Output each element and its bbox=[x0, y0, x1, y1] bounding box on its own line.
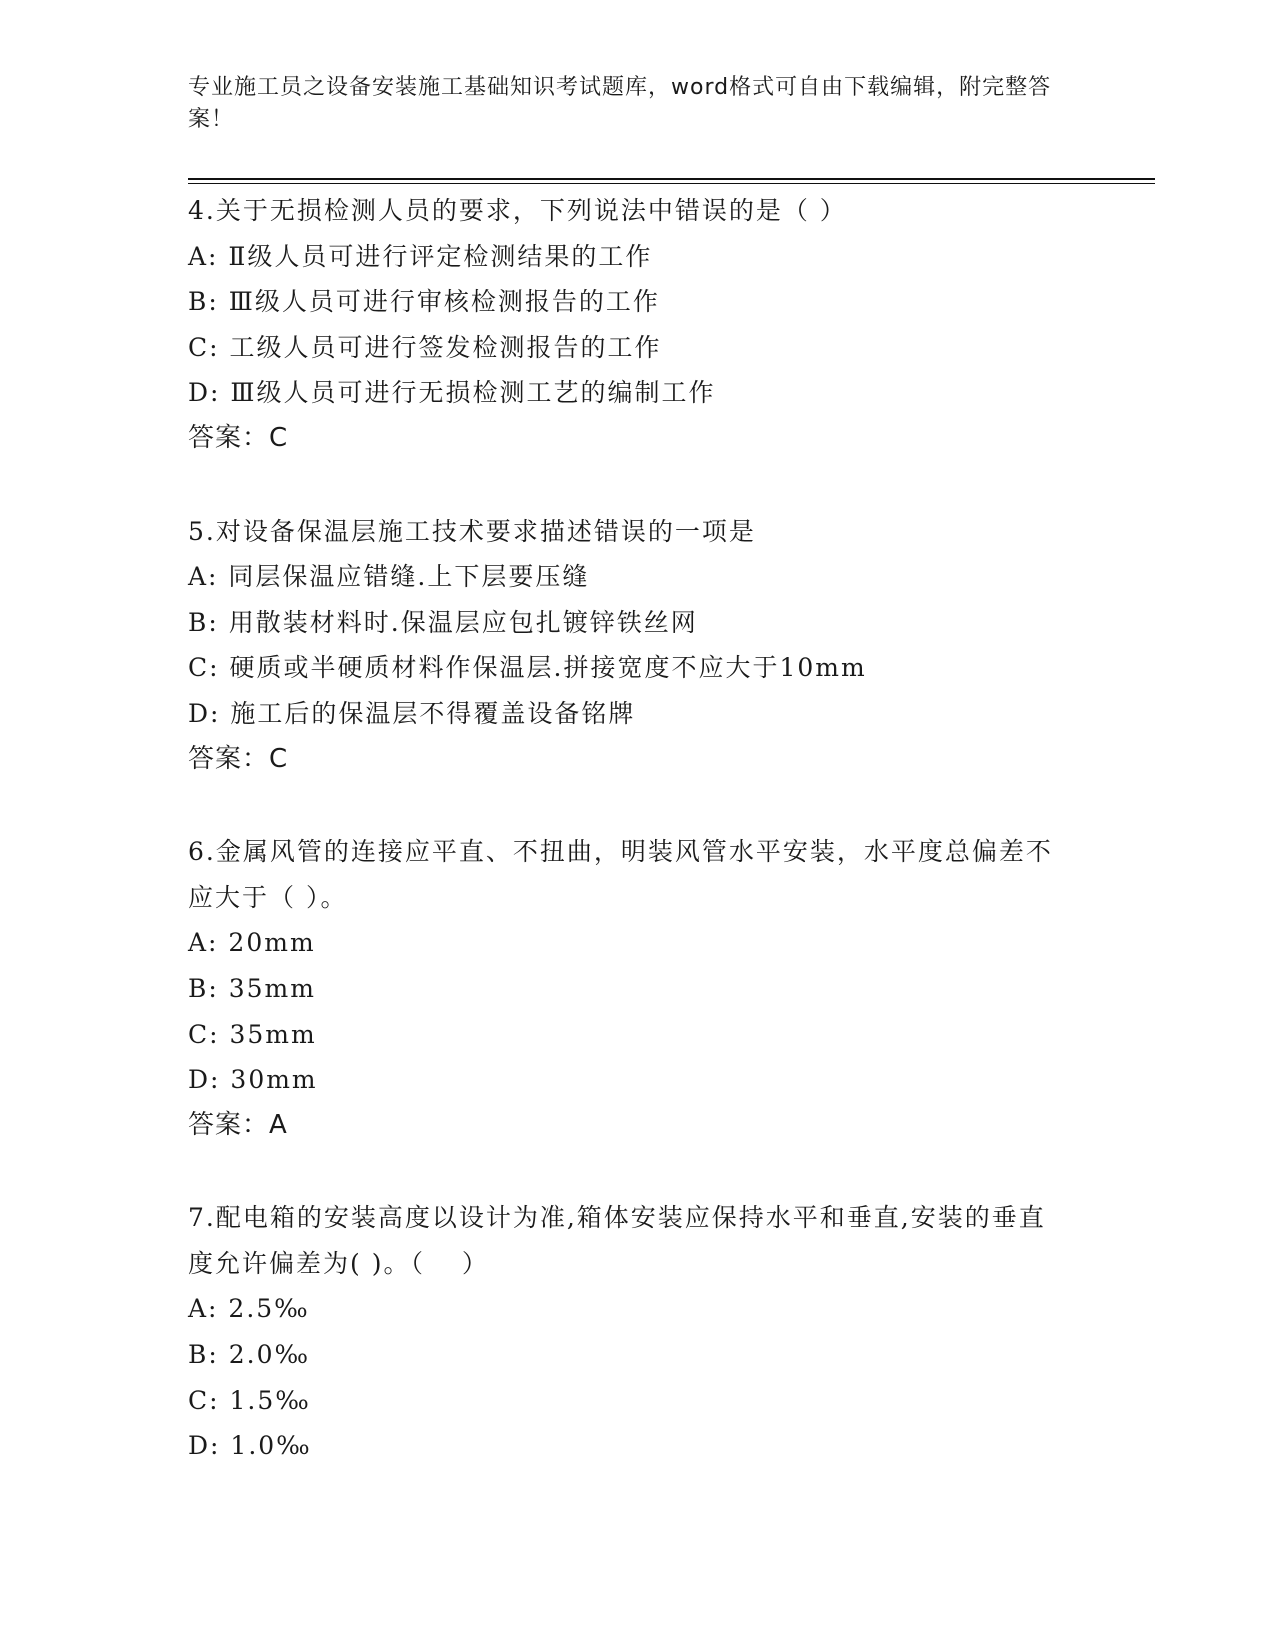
answer-line: 答案：C bbox=[188, 743, 289, 774]
option-a: A: Ⅱ级人员可进行评定检测结果的工作 bbox=[188, 241, 653, 271]
question-5 bbox=[188, 509, 1088, 783]
option-b: B: 35mm bbox=[188, 973, 316, 1003]
option-b: B: 2.0‰ bbox=[188, 1340, 311, 1370]
option-c: C: 35mm bbox=[188, 1019, 317, 1049]
option-c: C: 硬质或半硬质材料作保温层.拼接宽度不应大于10mm bbox=[188, 653, 867, 683]
option-a: A: 同层保温应错缝.上下层要压缝 bbox=[188, 562, 590, 592]
document-header: 专业施工员之设备安装施工基础知识考试题库，word格式可自由下载编辑，附完整答案！ bbox=[188, 75, 1052, 132]
header-divider-thin bbox=[188, 183, 1155, 184]
question-list bbox=[188, 188, 1088, 1516]
question-stem: 4.关于无损检测人员的要求，下列说法中错误的是（ ） bbox=[188, 196, 847, 225]
option-a: A: 20mm bbox=[188, 928, 316, 958]
option-d: D: 1.0‰ bbox=[188, 1431, 312, 1461]
option-d: D: Ⅲ级人员可进行无损检测工艺的编制工作 bbox=[188, 378, 716, 408]
option-d: D: 施工后的保温层不得覆盖设备铭牌 bbox=[188, 698, 636, 728]
question-stem: 6.金属风管的连接应平直、不扭曲，明装风管水平安装，水平度总偏差不应大于（ ）。 bbox=[188, 837, 1053, 912]
answer-line: 答案：C bbox=[188, 422, 289, 453]
option-b: B: 用散装材料时.保温层应包扎镀锌铁丝网 bbox=[188, 607, 698, 637]
option-c: C: 工级人员可进行签发检测报告的工作 bbox=[188, 332, 662, 362]
question-4 bbox=[188, 188, 1088, 462]
header-divider bbox=[188, 178, 1155, 180]
option-d: D: 30mm bbox=[188, 1065, 318, 1095]
question-stem: 7.配电箱的安装高度以设计为准,箱体安装应保持水平和垂直,安装的垂直度允许偏差为( )。（ ） bbox=[188, 1203, 1046, 1278]
option-b: B: Ⅲ级人员可进行审核检测报告的工作 bbox=[188, 287, 660, 317]
question-7 bbox=[188, 1195, 1088, 1469]
option-c: C: 1.5‰ bbox=[188, 1385, 311, 1415]
answer-line: 答案：A bbox=[188, 1109, 288, 1140]
question-stem: 5.对设备保温层施工技术要求描述错误的一项是 bbox=[188, 516, 756, 546]
question-6 bbox=[188, 829, 1088, 1148]
option-a: A: 2.5‰ bbox=[188, 1294, 310, 1324]
